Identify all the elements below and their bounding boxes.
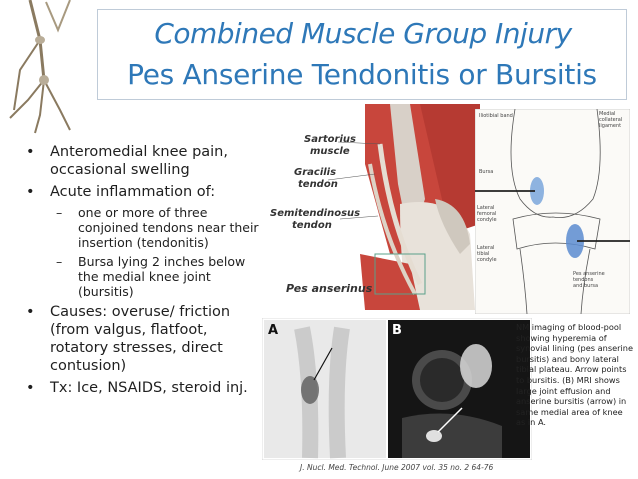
label-gracilis-2: tendon [298,179,338,190]
bullet-text: Anteromedial knee pain, occasional swelling [50,144,228,178]
bullet-item: • Acute inflammation of: [26,184,216,200]
label-lateral-tibial-3: condyle [477,257,497,263]
imaging-panels [262,318,532,460]
label-pes-anserinus: Pes anserinus [286,282,373,295]
bird-foot-illustration [0,0,95,135]
label-medial: Medial [599,111,616,117]
label-sartorius-2: muscle [310,146,350,157]
label-bursa: Bursa [479,169,494,175]
sub-bullet-text: Bursa lying 2 inches below the medial knee joint (bursitis) [78,254,246,299]
label-semitendinosus: Semitendinosus [270,208,361,219]
citation: J. Nucl. Med. Technol. June 2007 vol. 35 no. 2 64-76 [300,463,494,472]
image-caption: NM imaging of blood-pool showing hyperemia of synovial lining (pes anserine bursitis) and bony lateral tibial plateau. Arrow points to bursitis. (B) MRI shows large joint effusion and anserine bursitis (arrow) in same medial area of knee as in A. [516,322,633,428]
panel-a-label: A [268,323,279,338]
label-lateral-femoral-2: femoral [477,211,497,217]
slide-title: Combined Muscle Group Injury [154,17,572,50]
label-sartorius: Sartorius [304,134,356,145]
bullet-text: Tx: Ice, NSAIDS, steroid inj. [50,380,248,396]
label-iliotibial: Iliotibial band [479,113,513,119]
knee-bursa-diagram [475,109,630,314]
bullet-item: • Causes: overuse/ friction (from valgus, flatfoot, rotatory stresses, direct contusion) [26,303,266,375]
label-medial-3: ligament [599,123,622,129]
bullet-list [26,143,266,401]
slide-subtitle: Pes Anserine Tendonitis or Bursitis [127,58,597,91]
label-semitendinosus-2: tendon [292,220,332,231]
panel-b-label: B [392,323,402,338]
sub-bullet-item: – one or more of three conjoined tendons near their insertion (tendonitis) [26,205,266,250]
label-lateral-femoral-3: condyle [477,217,497,223]
bullet-text: Acute inflammation of: [50,184,216,200]
sub-bullet-item: – Bursa lying 2 inches below the medial knee joint (bursitis) [26,254,266,299]
label-gracilis: Gracilis [294,167,337,178]
label-lateral-femoral: Lateral [477,205,495,211]
label-lateral-tibial: Lateral [477,245,495,251]
label-medial-2: collateral [599,117,623,123]
knee-muscle-illustration [270,104,480,310]
bullet-item: • Anteromedial knee pain, occasional swelling [26,143,266,179]
bullet-item: • Tx: Ice, NSAIDS, steroid inj. [26,380,248,396]
sub-bullet-text: one or more of three conjoined tendons near their insertion (tendonitis) [78,205,259,250]
label-pes-tendons-3: and bursa [573,283,599,289]
label-pes-tendons: Pes anserine [573,271,605,277]
bullet-text: Causes: overuse/ friction (from valgus, flatfoot, rotatory stresses, direct contusion) [50,304,231,374]
label-pes-tendons-2: tendons [573,277,594,283]
label-lateral-tibial-2: tibial [477,251,490,257]
